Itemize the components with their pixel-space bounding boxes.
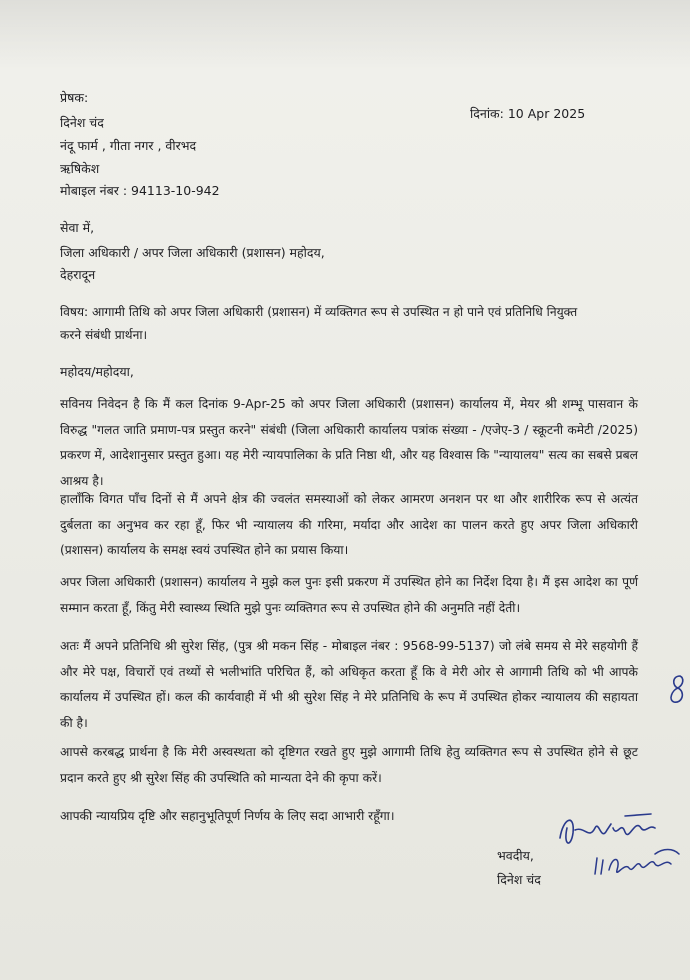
handwritten-signature: [555, 798, 683, 888]
sender-name: दिनेश चंद: [60, 115, 104, 130]
closing-valediction: भवदीय,: [497, 848, 534, 863]
body-paragraph-6: आपकी न्यायप्रिय दृष्टि और सहानुभूतिपूर्ण निर्णय के लिए सदा आभारी रहूँगा।: [60, 809, 395, 823]
body-paragraph-1: सविनय निवेदन है कि मैं कल दिनांक 9-Apr-25 को अपर जिला अधिकारी (प्रशासन) कार्यालय में, मेयर श्री शम्भू पासवान के विरुद्ध "गलत जाति प्रमाण-पत्र प्रस्तुत करने" संबंधी (जिला अधिकारी कार्यालय पत्रांक संख्या - /एजेए-3 / स्क्रूटनी कमेटी /2025) प्रकरण में, आदेशानुसार प्रस्तुत हुआ। यह मेरी न्यायपालिका के प्रति निष्ठा थी, और यह विश्वास कि "न्यायालय" सत्य का सबसे प्रबल आश्रय है।: [60, 397, 638, 488]
page-shadow: [0, 0, 690, 70]
subject-line1: विषय: आगामी तिथि को अपर जिला अधिकारी (प्रशासन) में व्यक्तिगत रूप से उपस्थित न हो पाने एवं प्रतिनिधि नियुक्त: [60, 305, 578, 319]
body-paragraph-5: आपसे करबद्ध प्रार्थना है कि मेरी अस्वस्थता को दृष्टिगत रखते हुए मुझे आगामी तिथि हेतु व्यक्तिगत रूप से उपस्थित होने से छूट प्रदान करते हुए श्री सुरेश सिंह की उपस्थिति को मान्यता देने की कृपा करें।: [60, 745, 638, 785]
greeting: महोदय/महोदया,: [60, 364, 134, 379]
margin-mark: [666, 670, 688, 710]
recipient-city: देहरादून: [60, 267, 96, 282]
subject-line2: करने संबंधी प्रार्थना।: [60, 328, 148, 342]
sender-address-line1: नंदू फार्म , गीता नगर , वीरभद: [60, 138, 197, 153]
recipient-to: सेवा में,: [60, 220, 95, 235]
body-paragraph-4: अतः मैं अपने प्रतिनिधि श्री सुरेश सिंह, (पुत्र श्री मकन सिंह - मोबाइल नंबर : 9568-99-5137) जो लंबे समय से मेरे सहयोगी हैं और मेरे पक्ष, विचारों एवं तथ्यों से भलीभांति परिचित हैं, को अधिकृत करता हूँ कि वे मेरी ओर से आगामी तिथि को भी आपके कार्यालय में उपस्थित हों। कल की कार्यवाही में भी श्री सुरेश सिंह ने मेरे प्रतिनिधि के रूप में उपस्थित होकर न्यायालय की सहायता की है।: [60, 639, 638, 730]
body-paragraph-2: हालाँकि विगत पाँच दिनों से मैं अपने क्षेत्र की ज्वलंत समस्याओं को लेकर आमरण अनशन पर था और शारीरिक रूप से अत्यंत दुर्बलता का अनुभव कर रहा हूँ, फिर भी न्यायालय की गरिमा, मर्यादा और आदेश का पालन करते हुए अपर जिला अधिकारी (प्रशासन) कार्यालय के समक्ष स्वयं उपस्थित होने का प्रयास किया।: [60, 492, 638, 557]
sender-mobile: मोबाइल नंबर : 94113-10-942: [60, 183, 220, 198]
body-paragraph-3: अपर जिला अधिकारी (प्रशासन) कार्यालय ने मुझे कल पुनः इसी प्रकरण में उपस्थित होने का निर्देश दिया है। मैं इस आदेश का पूर्ण सम्मान करता हूँ, किंतु मेरी स्वास्थ्य स्थिति मुझे पुनः व्यक्तिगत रूप से उपस्थित होने की अनुमति नहीं देती।: [60, 575, 638, 615]
closing-name: दिनेश चंद: [497, 872, 541, 887]
sender-address-line2: ऋषिकेश: [60, 161, 100, 176]
sender-label: प्रेषक:: [60, 90, 89, 105]
date-line: [470, 105, 585, 122]
date-value: 10 Apr 2025: [507, 106, 586, 121]
recipient-designation: जिला अधिकारी / अपर जिला अधिकारी (प्रशासन) महोदय,: [60, 245, 325, 260]
date-label: दिनांक:: [470, 106, 504, 121]
